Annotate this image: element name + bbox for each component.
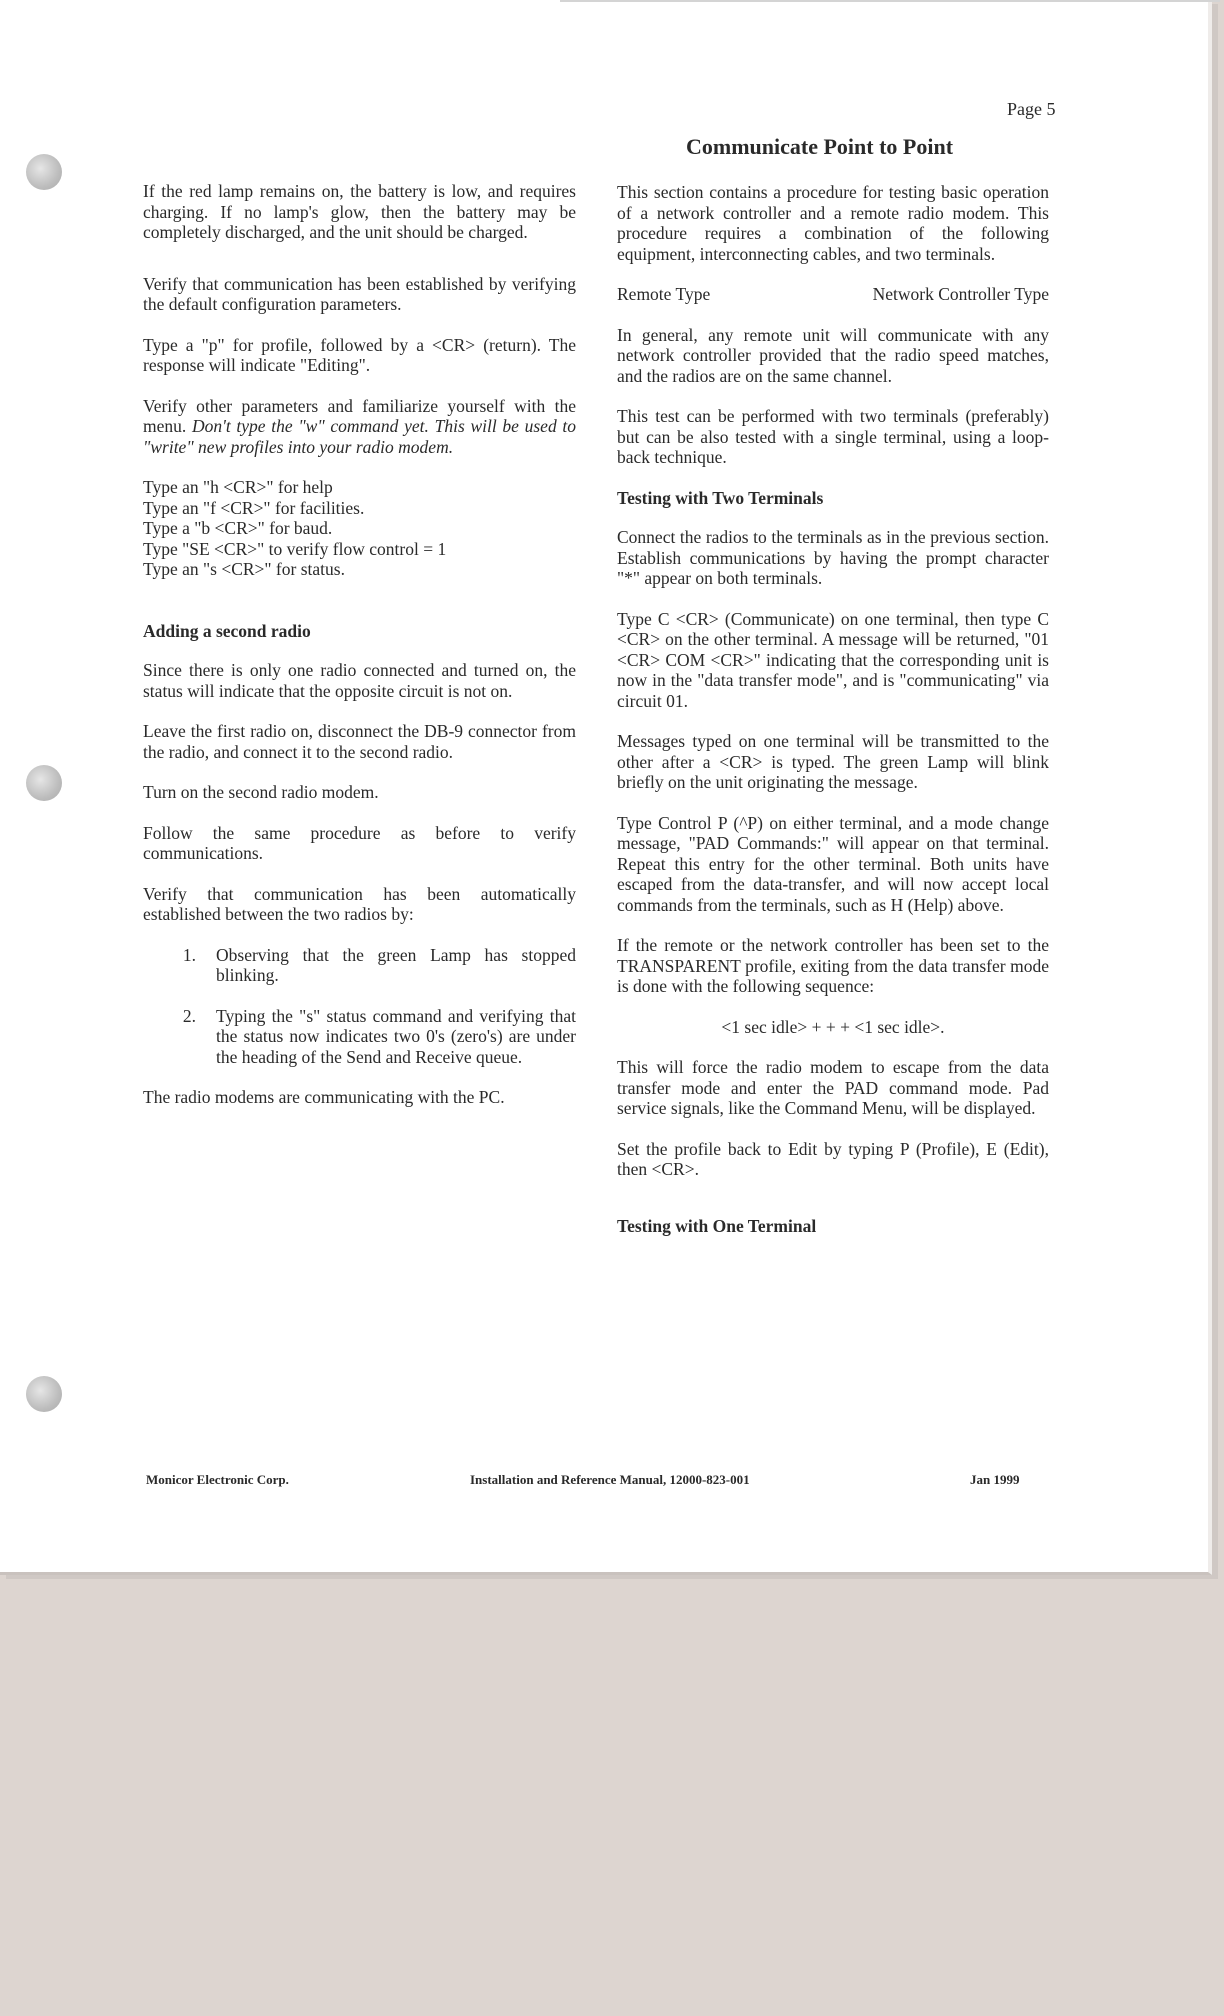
heading-one-terminal: Testing with One Terminal [617, 1215, 817, 1236]
italic-note: Don't type the "w" command yet. This will be used to "write" new profiles into your radio modem. [143, 416, 577, 457]
paragraph: The radio modems are communicating with the PC. [143, 1087, 505, 1107]
command-line: Type a "b <CR>" for baud. [143, 518, 333, 538]
paragraph: If the remote or the network controller has been set to the TRANSPARENT profile, exiting from the data transfer mode is done with the following sequence: [617, 935, 1049, 996]
footer-manual: Installation and Reference Manual, 12000-823-001 [470, 1472, 750, 1487]
paragraph: Follow the same procedure as before to verify communications. [143, 822, 576, 863]
page-number: Page 5 [1007, 99, 1056, 119]
left-column [143, 181, 576, 1128]
section-title: Communicate Point to Point [686, 134, 954, 159]
paragraph: Type Control P (^P) on either terminal, and a mode change message, "PAD Commands:" will appear on that terminal. Repeat this entry for the other terminal. Both units have escaped from the data-transfer, and will now accept local commands from the terminals, such as H (Help) above. [617, 812, 1049, 915]
paragraph-text: Verify other parameters and familiarize yourself with the menu. [143, 395, 576, 436]
step-number: 2. [182, 1005, 196, 1026]
paragraph: This will force the radio modem to escape from the data transfer mode and enter the PAD command mode. Pad service signals, like the Command Menu, will be displayed. [617, 1057, 1049, 1118]
paragraph: Turn on the second radio modem. [143, 782, 379, 802]
page-top-edge [560, 0, 1220, 2]
right-column [617, 182, 1049, 1255]
step-number: 1. [182, 944, 196, 965]
command-list [143, 477, 576, 580]
heading-two-terminals: Testing with Two Terminals [617, 487, 824, 508]
footer-date: Jan 1999 [970, 1472, 1020, 1487]
paragraph: This test can be performed with two terminals (preferably) but can be also tested with a single terminal, using a loop-back technique. [617, 406, 1049, 467]
paragraph: In general, any remote unit will communicate with any network controller provided that the radio speed matches, and the radios are on the same channel. [617, 324, 1049, 386]
command-line: Type an "f <CR>" for facilities. [143, 497, 365, 518]
remote-type-label: Remote Type [617, 284, 711, 304]
list-item [143, 945, 576, 986]
paragraph: Connect the radios to the terminals as in the previous section. Establish communications by having the prompt character "*" appear on both terminals. [617, 527, 1049, 588]
paragraph: This section contains a procedure for testing basic operation of a network controller and a remote radio modem. This procedure requires a combination of the following equipment, interconnecting cables, and two terminals. [617, 182, 1049, 264]
punch-hole [26, 154, 62, 190]
paragraph: Since there is only one radio connected and turned on, the status will indicate that the opposite circuit is not on. [143, 660, 576, 701]
list-item [143, 1006, 576, 1068]
paragraph: Set the profile back to Edit by typing P (Profile), E (Edit), then <CR>. [617, 1138, 1049, 1179]
paragraph: Verify that communication has been automatically established between the two radios by: [143, 883, 576, 924]
paragraph [143, 396, 576, 458]
paragraph: Verify that communication has been established by verifying the default configuration parameters. [143, 273, 576, 314]
controller-type-label: Network Controller Type [872, 284, 1049, 304]
footer-company: Monicor Electronic Corp. [146, 1472, 289, 1487]
escape-sequence: <1 sec idle> + + + <1 sec idle>. [721, 1016, 945, 1037]
command-line: Type an "s <CR>" for status. [143, 559, 345, 579]
step-text: Observing that the green Lamp has stopped blinking. [216, 944, 576, 985]
paragraph: If the red lamp remains on, the battery is low, and requires charging. If no lamp's glow, then the battery may be completely discharged, and the unit should be charged. [143, 181, 576, 242]
paragraph: Type a "p" for profile, followed by a <CR> (return). The response will indicate "Editing". [143, 334, 576, 375]
heading-second-radio: Adding a second radio [143, 620, 311, 641]
verification-steps [143, 945, 576, 1068]
paragraph: Leave the first radio on, disconnect the DB-9 connector from the radio, and connect it to the second radio. [143, 721, 576, 762]
command-line: Type "SE <CR>" to verify flow control = 1 [143, 538, 447, 559]
step-text: Typing the "s" status command and verifying that the status now indicates two 0's (zero's) are under the heading of the Send and Receive queue. [216, 1005, 576, 1067]
paragraph: Messages typed on one terminal will be transmitted to the other after a <CR> is typed. The green Lamp will blink briefly on the unit originating the message. [617, 731, 1049, 792]
punch-hole [26, 765, 62, 801]
equipment-types [617, 284, 1049, 305]
paragraph: Type C <CR> (Communicate) on one terminal, then type C <CR> on the other terminal. A message will be returned, "01 <CR> COM <CR>" indicating that the corresponding unit is now in the "data transfer mode", and is "communicating" via circuit 01. [617, 608, 1049, 711]
punch-hole [26, 1376, 62, 1412]
command-line: Type an "h <CR>" for help [143, 477, 333, 497]
